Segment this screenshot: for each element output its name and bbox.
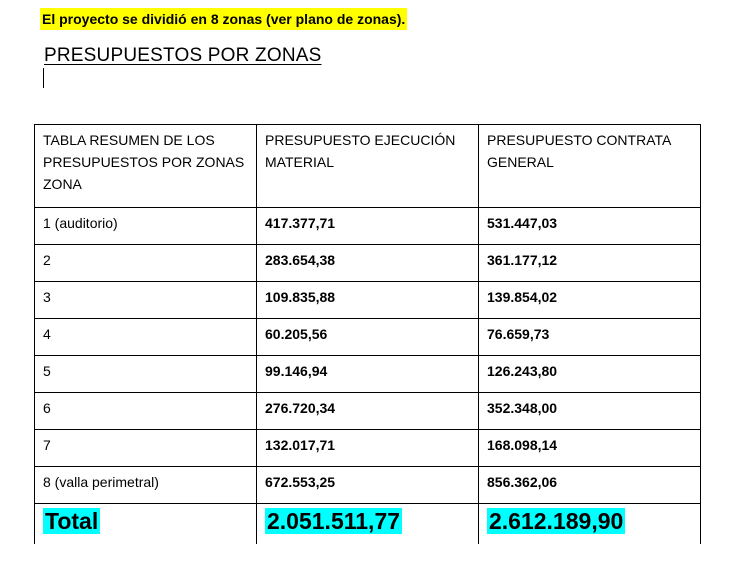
pem-cell: 417.377,71 (257, 208, 479, 245)
table-row (35, 393, 701, 430)
zone-cell: 7 (35, 430, 257, 467)
pem-cell: 60.205,56 (257, 319, 479, 356)
zone-cell: 2 (35, 245, 257, 282)
text-cursor (43, 68, 44, 88)
budget-table (34, 124, 701, 544)
table-row (35, 208, 701, 245)
total-pem-cell (257, 504, 479, 545)
total-label-cell (35, 504, 257, 545)
pem-cell: 99.146,94 (257, 356, 479, 393)
pcg-cell: 352.348,00 (479, 393, 701, 430)
table-row (35, 356, 701, 393)
pcg-cell: 76.659,73 (479, 319, 701, 356)
pem-cell: 109.835,88 (257, 282, 479, 319)
total-pem: 2.051.511,77 (267, 508, 401, 534)
total-row (35, 504, 701, 545)
pcg-cell: 361.177,12 (479, 245, 701, 282)
table-row (35, 430, 701, 467)
table-row (35, 245, 701, 282)
zone-cell: 4 (35, 319, 257, 356)
zone-cell: 3 (35, 282, 257, 319)
section-heading: PRESUPUESTOS POR ZONAS (44, 45, 322, 66)
table-row (35, 467, 701, 504)
header-cell-pem: PRESUPUESTO EJECUCIÓN MATERIAL (257, 125, 479, 208)
table-header-row (35, 125, 701, 208)
pcg-cell: 126.243,80 (479, 356, 701, 393)
zone-cell: 5 (35, 356, 257, 393)
table-row (35, 319, 701, 356)
pem-cell: 132.017,71 (257, 430, 479, 467)
pcg-cell: 531.447,03 (479, 208, 701, 245)
zones-note: El proyecto se dividió en 8 zonas (ver plano de zonas). (40, 8, 407, 30)
header-cell-zona: TABLA RESUMEN DE LOS PRESUPUESTOS POR ZONAS ZONA (35, 125, 257, 208)
pem-cell: 672.553,25 (257, 467, 479, 504)
pcg-cell: 139.854,02 (479, 282, 701, 319)
zone-cell: 8 (valla perimetral) (35, 467, 257, 504)
header-cell-pcg: PRESUPUESTO CONTRATA GENERAL (479, 125, 701, 208)
total-pcg-cell (479, 504, 701, 545)
pcg-cell: 168.098,14 (479, 430, 701, 467)
pem-cell: 283.654,38 (257, 245, 479, 282)
zone-cell: 6 (35, 393, 257, 430)
pem-cell: 276.720,34 (257, 393, 479, 430)
zone-cell: 1 (auditorio) (35, 208, 257, 245)
total-label: Total (45, 508, 99, 534)
pcg-cell: 856.362,06 (479, 467, 701, 504)
total-pcg: 2.612.189,90 (489, 508, 624, 534)
table-row (35, 282, 701, 319)
